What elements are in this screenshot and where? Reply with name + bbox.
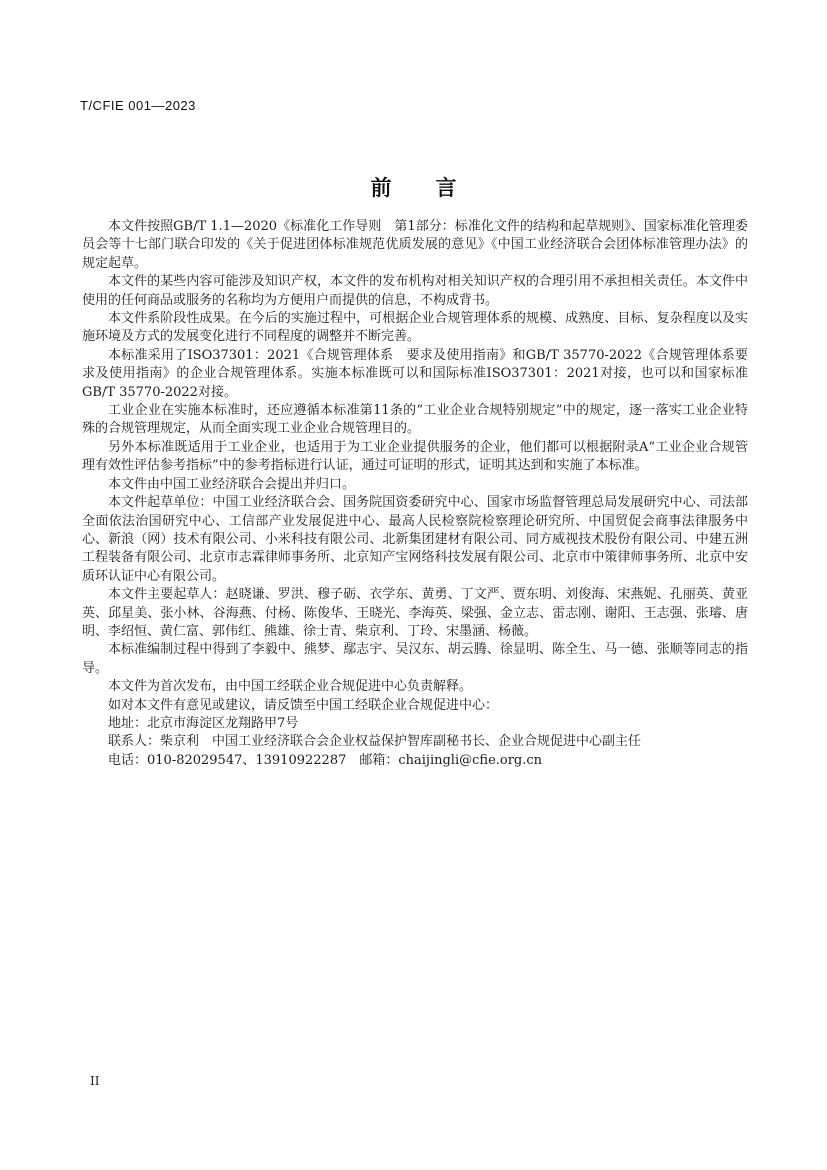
foreword-body (82, 218, 748, 770)
paragraph-first-release: 本文件为首次发布，由中国工经联企业合规促进中心负责解释。 (108, 679, 473, 695)
paragraph-drafters: 本文件主要起草人：赵晓谦、罗洪、穆子砺、衣学东、黄勇、丁文严、贾东明、刘俊海、宋燕妮、孔丽英、黄亚英、邱星美、张小林、谷海燕、付杨、陈俊华、王晓光、李海英、梁强、金立志、雷志刚、谢阳、王志强、张璿、唐明、李绍恒、黄仁富、郭伟红、熊雄、徐士青、柴京利、丁玲、宋墨涵、杨薇。 (82, 587, 748, 639)
paragraph-feedback: 如对本文件有意见或建议，请反馈至中国工经联企业合规促进中心： (108, 697, 499, 713)
paragraph-drafting-units: 本文件起草单位：中国工业经济联合会、国务院国资委研究中心、国家市场监督管理总局发展研究中心、司法部全面依法治国研究中心、工信部产业发展促进中心、最高人民检察院检察理论研究所、中国贸促会商事法律服务中心、新浪（网）技术有限公司、小米科技有限公司、北新集团建材有限公司、同方威视技术股份有限公司、中建五洲工程装备有限公司、北京市志霖律师事务所、北京知产宝网络科技发展有限公司、北京市中策律师事务所、北京中安质环认证中心有限公司。 (82, 495, 748, 584)
contact-phone-email: 电话：010-82029547、13910922287 邮箱：chaijingli@cfie.org.cn (108, 752, 543, 768)
document-id: T/CFIE 001—2023 (80, 98, 196, 113)
page-title (0, 172, 827, 202)
page-number: II (90, 1074, 100, 1088)
paragraph-proposer: 本文件由中国工业经济联合会提出并归口。 (108, 476, 356, 492)
paragraph-industrial-rules: 工业企业在实施本标准时，还应遵循本标准第11条的“工业企业合规特别规定”中的规定，逐一落实工业企业特殊的合规管理规定，从而全面实现工业企业合规管理目的。 (82, 403, 748, 437)
paragraph-patent-notice: 本文件的某些内容可能涉及知识产权，本文件的发布机构对相关知识产权的合理引用不承担相关责任。本文件中使用的任何商品或服务的名称均为方便用户而提供的信息，不构成背书。 (82, 274, 748, 308)
contact-person: 联系人：柴京利 中国工业经济联合会企业权益保护智库副秘书长、企业合规促进中心副主任 (108, 734, 642, 750)
paragraph-guidance: 本标准编制过程中得到了李毅中、熊梦、鄢志宇、吴汉东、胡云腾、徐显明、陈全生、马一德、张顺等同志的指导。 (82, 642, 748, 676)
title-char-2: 言 (435, 176, 457, 200)
paragraph-drafting-basis: 本文件按照GB/T 1.1—2020《标准化工作导则 第1部分：标准化文件的结构和起草规则》、国家标准化管理委员会等十七部门联合印发的《关于促进团体标准规范优质发展的意见》《中国工业经济联合会团体标准管理办法》的规定起草。 (82, 219, 748, 271)
paragraph-stage-result: 本文件系阶段性成果。在今后的实施过程中，可根据企业合规管理体系的规模、成熟度、目标、复杂程度以及实施环境及方式的发展变化进行不同程度的调整并不断完善。 (82, 311, 748, 345)
paragraph-adopted-standards: 本标准采用了ISO37301：2021《合规管理体系 要求及使用指南》和GB/T 35770-2022《合规管理体系要求及使用指南》的企业合规管理体系。实施本标准既可以和国际标准ISO37301：2021对接，也可以和国家标准GB/T 35770-2022对接。 (82, 347, 748, 400)
contact-address: 地址：北京市海淀区龙翔路甲7号 (108, 715, 299, 731)
title-char-1: 前 (370, 176, 392, 200)
paragraph-scope: 另外本标准既适用于工业企业，也适用于为工业企业提供服务的企业，他们都可以根据附录A“工业企业合规管理有效性评估参考指标”中的参考指标进行认证，通过可证明的形式，证明其达到和实施了本标准。 (82, 439, 748, 474)
